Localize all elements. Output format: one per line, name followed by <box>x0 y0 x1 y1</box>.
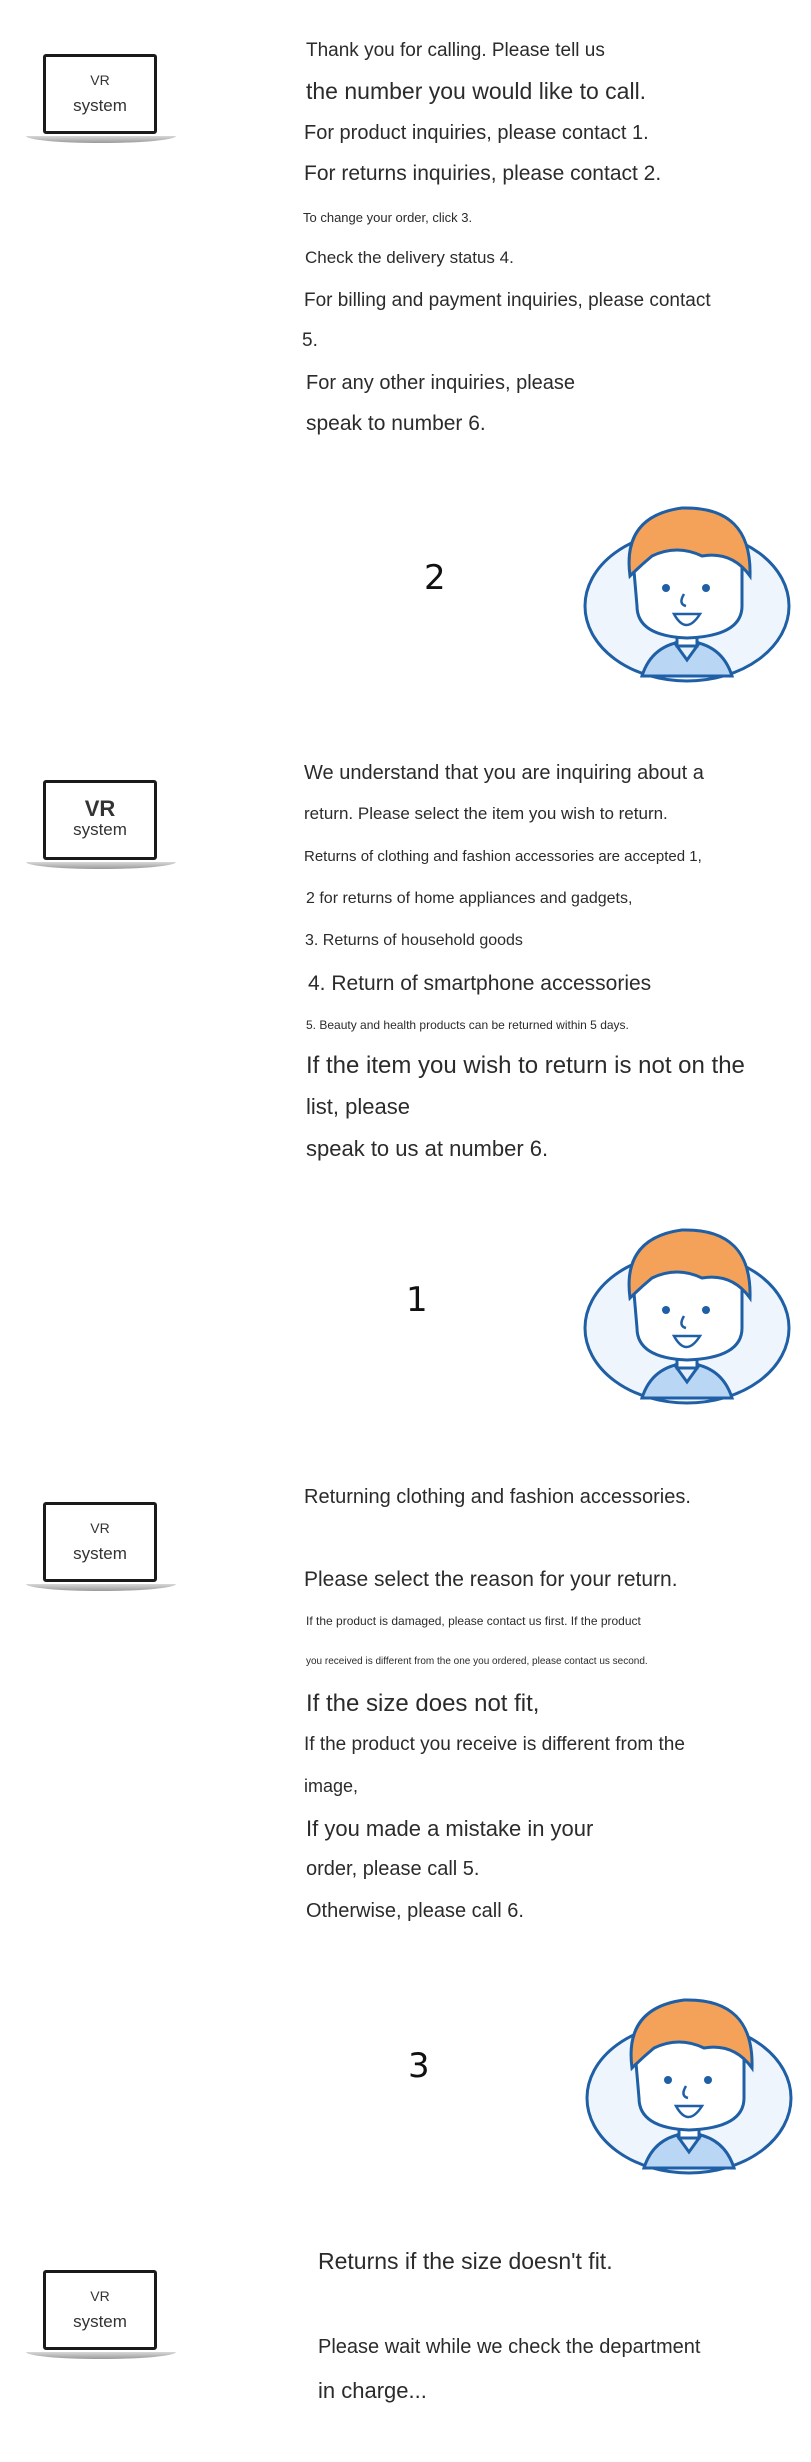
vr-system-laptop-icon <box>26 1502 176 1598</box>
prompt-line: list, please <box>306 1094 410 1119</box>
prompt-line: you received is different from the one you ordered, please contact us second. <box>306 1656 648 1667</box>
prompt-line: 5. <box>302 330 318 351</box>
prompt-line: If you made a mistake in your <box>306 1816 594 1841</box>
caller-avatar-icon <box>582 1218 792 1408</box>
prompt-line: If the product is damaged, please contact us first. If the product <box>306 1614 641 1628</box>
prompt-line: the number you would like to call. <box>306 78 647 104</box>
vr-system-laptop-icon <box>26 2270 176 2366</box>
prompt-line: To change your order, click 3. <box>303 210 473 225</box>
user-reply-number: 2 <box>424 558 446 598</box>
prompt-line: For billing and payment inquiries, please contact <box>304 290 711 311</box>
prompt-line: If the size does not fit, <box>306 1690 540 1717</box>
prompt-line: Please wait while we check the department <box>318 2336 701 2358</box>
prompt-line: image, <box>304 1776 359 1796</box>
vr-system-laptop-icon <box>26 54 176 150</box>
prompt-line: Please select the reason for your return. <box>304 1568 678 1591</box>
laptop-base <box>26 1584 176 1591</box>
prompt-line: 4. Return of smartphone accessories <box>308 972 652 995</box>
prompt-line: Returns if the size doesn't fit. <box>318 2248 613 2274</box>
laptop-screen <box>43 2270 157 2350</box>
prompt-line: For returns inquiries, please contact 2. <box>304 162 662 185</box>
caller-avatar-icon <box>584 1988 794 2178</box>
prompt-line: return. Please select the item you wish to return. <box>304 804 668 823</box>
system-label-system: system <box>73 819 127 839</box>
prompt-line: order, please call 5. <box>306 1858 480 1880</box>
prompt-line: 2 for returns of home appliances and gadgets, <box>306 890 633 907</box>
laptop-screen <box>43 780 157 860</box>
prompt-line: Returns of clothing and fashion accessories are accepted 1, <box>304 848 702 865</box>
laptop-base <box>26 136 176 143</box>
laptop-base <box>26 2352 176 2359</box>
caller-avatar-icon <box>582 496 792 686</box>
system-label-vr: VR <box>90 2287 110 2304</box>
prompt-line: Returning clothing and fashion accessories. <box>304 1486 691 1508</box>
system-label-system: system <box>73 95 127 115</box>
prompt-line: speak to number 6. <box>306 412 486 435</box>
vr-system-laptop-icon <box>26 780 176 876</box>
system-label-system: system <box>73 1543 127 1563</box>
system-label-system: system <box>73 2311 127 2331</box>
system-label-vr: VR <box>90 1519 110 1536</box>
prompt-line: speak to us at number 6. <box>306 1136 549 1161</box>
prompt-line: 5. Beauty and health products can be returned within 5 days. <box>306 1018 629 1032</box>
prompt-line: If the product you receive is different from the <box>304 1734 685 1755</box>
prompt-line: Thank you for calling. Please tell us <box>306 40 605 61</box>
user-reply-number: 1 <box>406 1280 428 1320</box>
user-reply-number: 3 <box>408 2046 430 2086</box>
prompt-line: If the item you wish to return is not on the <box>306 1052 745 1079</box>
laptop-screen <box>43 1502 157 1582</box>
laptop-screen <box>43 54 157 134</box>
laptop-base <box>26 862 176 869</box>
prompt-line: For any other inquiries, please <box>306 372 576 394</box>
prompt-line: For product inquiries, please contact 1. <box>304 122 649 144</box>
prompt-line: Check the delivery status 4. <box>305 248 514 267</box>
prompt-line: We understand that you are inquiring about a <box>304 762 704 784</box>
prompt-line: in charge... <box>318 2378 427 2403</box>
prompt-line: Otherwise, please call 6. <box>306 1900 524 1922</box>
system-label-vr: VR <box>84 795 116 821</box>
system-label-vr: VR <box>90 71 110 88</box>
prompt-line: 3. Returns of household goods <box>305 932 523 949</box>
